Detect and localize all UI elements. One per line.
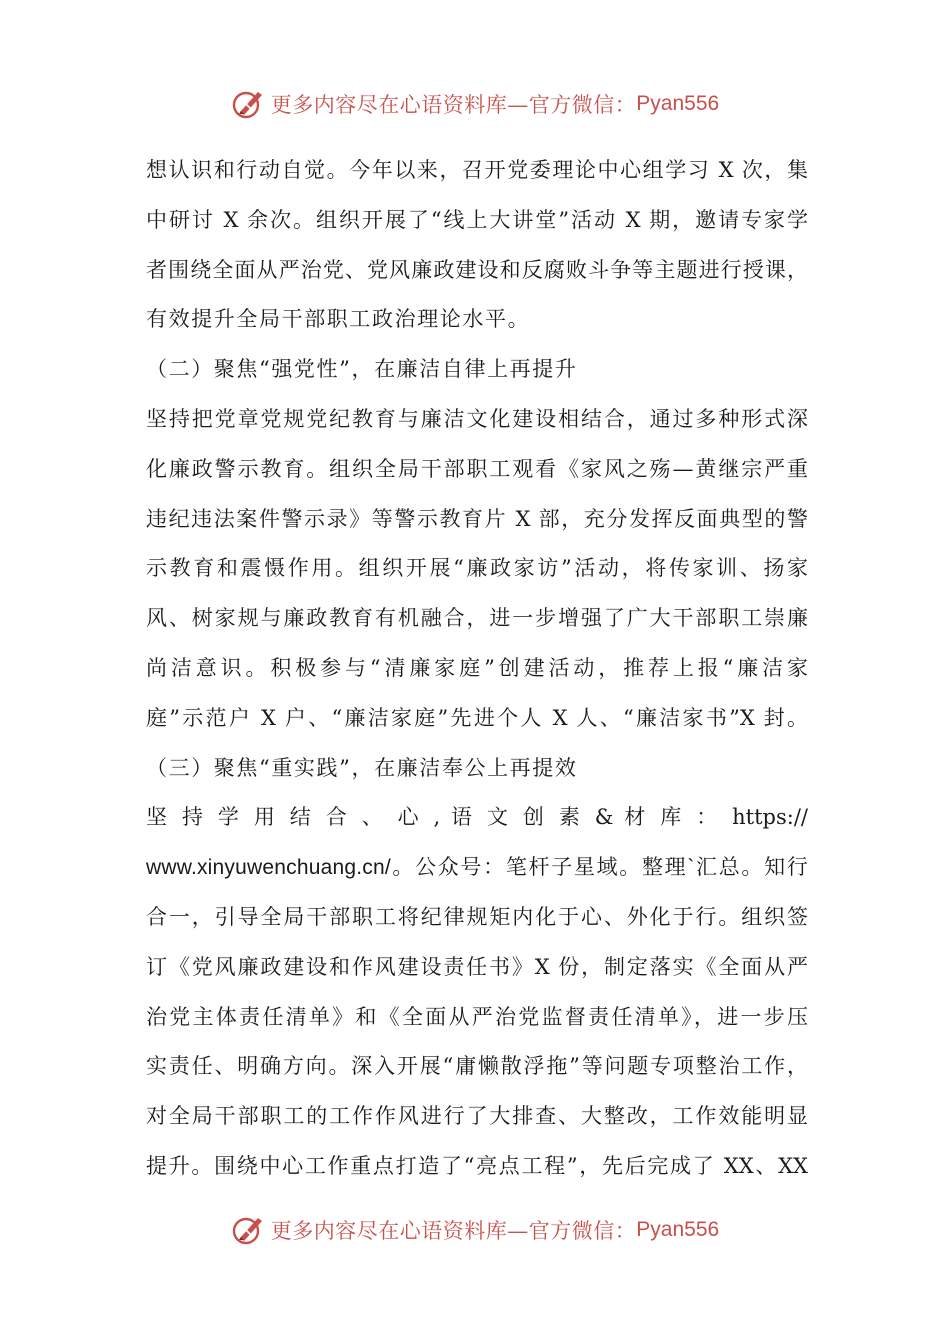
- text-line: 者围绕全面从严治党、党风廉政建设和反腐败斗争等主题进行授课，: [146, 257, 808, 282]
- pen-nib-circle-icon: [231, 1213, 265, 1247]
- text-line: 庭”示范户 X 户、“廉洁家庭”先进个人 X 人、“廉洁家书”X 封。: [146, 705, 808, 730]
- document-body: [146, 146, 808, 1192]
- section-heading: （三）聚焦“重实践”，在廉洁奉公上再提效: [146, 755, 578, 780]
- banner-wechat-handle: Pyan556: [636, 1218, 720, 1241]
- pen-nib-circle-icon: [231, 87, 265, 121]
- text-line: www.xinyuwenchuang.cn/。公众号：笔杆子星域。整理`汇总。知行: [146, 856, 808, 880]
- section-heading: （二）聚焦“强党性”，在廉洁自律上再提升: [146, 357, 578, 382]
- text-line: 坚持把党章党规党纪教育与廉洁文化建设相结合，通过多种形式深: [146, 406, 808, 431]
- text-line: 有效提升全局干部职工政治理论水平。: [146, 307, 531, 332]
- text-line: 合一，引导全局干部职工将纪律规矩内化于心、外化于行。组织签: [146, 904, 808, 929]
- text-line: 实责任、明确方向。深入开展“庸懒散浮拖”等问题专项整治工作，: [146, 1054, 808, 1079]
- footer-banner: [0, 1210, 950, 1250]
- text-line: 对全局干部职工的工作作风进行了大排查、大整改，工作效能明显: [146, 1104, 808, 1129]
- text-line: 想认识和行动自觉。今年以来，召开党委理论中心组学习 X 次，集: [146, 158, 808, 182]
- text-line: 风、树家规与廉政教育有机融合，进一步增强了广大干部职工崇廉: [146, 606, 808, 631]
- text-line: 违纪违法案件警示录》等警示教育片 X 部，充分发挥反面典型的警: [146, 506, 808, 531]
- text-line: 提升。围绕中心工作重点打造了“亮点工程”，先后完成了 XX、XX: [146, 1153, 808, 1178]
- banner-text: 更多内容尽在心语资料库—官方微信：: [270, 93, 637, 117]
- text-line: 尚洁意识。积极参与“清廉家庭”创建活动，推荐上报“廉洁家: [146, 655, 808, 680]
- banner-text: 更多内容尽在心语资料库—官方微信：: [270, 1219, 637, 1243]
- text-line: 中研讨 X 余次。组织开展了“线上大讲堂”活动 X 期，邀请专家学: [146, 207, 808, 232]
- text-line: 化廉政警示教育。组织全局干部职工观看《家风之殇—黄继宗严重: [146, 456, 808, 481]
- text-line: 订《党风廉政建设和作风建设责任书》X 份，制定落实《全面从严: [146, 954, 808, 979]
- banner-wechat-handle: Pyan556: [636, 92, 720, 115]
- header-banner: [0, 84, 950, 124]
- text-line: 治党主体责任清单》和《全面从严治党监督责任清单》，进一步压: [146, 1004, 808, 1029]
- text-line: 坚 持 学 用 结 合 、 心 , 语 文 创 素 & 材 库 ： https://: [146, 805, 808, 830]
- text-line: 示教育和震慑作用。组织开展“廉政家访”活动，将传家训、扬家: [146, 556, 808, 581]
